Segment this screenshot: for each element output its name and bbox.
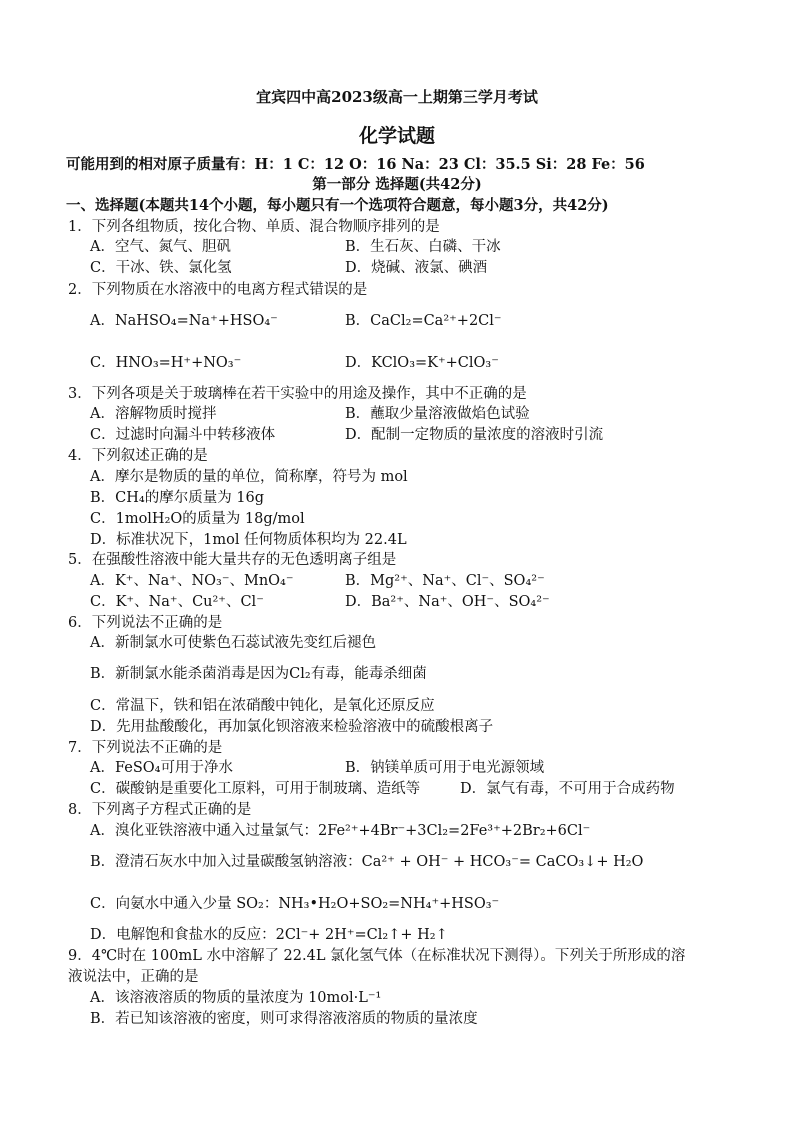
subject-title: 化学试题 bbox=[358, 125, 435, 147]
option-b: B．CH₄的摩尔质量为 16g bbox=[90, 490, 265, 506]
section-heading: 一、选择题(本题共14个小题，每小题只有一个选项符合题意，每小题3分，共42分) bbox=[66, 197, 609, 214]
option-d: D．氯气有毒，不可用于合成药物 bbox=[460, 781, 675, 797]
option-b: B．蘸取少量溶液做焰色试验 bbox=[345, 406, 530, 422]
question-stem: 8．下列离子方程式正确的是 bbox=[68, 802, 252, 818]
option-a: A．摩尔是物质的量的单位，简称摩，符号为 mol bbox=[90, 469, 408, 485]
question-stem: 4．下列叙述正确的是 bbox=[68, 448, 208, 464]
option-d: D．Ba²⁺、Na⁺、OH⁻、SO₄²⁻ bbox=[345, 594, 550, 610]
option-b: B．澄清石灰水中加入过量碳酸氢钠溶液：Ca²⁺ + OH⁻ + HCO₃⁻= CaCO₃↓+ H₂O bbox=[90, 854, 644, 870]
option-a: A．溴化亚铁溶液中通入过量氯气：2Fe²⁺+4Br⁻+3Cl₂=2Fe³⁺+2Br₂+6Cl⁻ bbox=[90, 823, 591, 839]
option-c: C．HNO₃=H⁺+NO₃⁻ bbox=[90, 355, 242, 371]
option-c: C．碳酸钠是重要化工原料，可用于制玻璃、造纸等 bbox=[90, 781, 421, 797]
option-d: D．标准状况下，1mol 任何物质体积均为 22.4L bbox=[90, 532, 407, 548]
option-d: D．先用盐酸酸化，再加氯化钡溶液来检验溶液中的硫酸根离子 bbox=[90, 719, 494, 735]
option-b: B．生石灰、白磷、干冰 bbox=[345, 239, 501, 255]
option-b: B．CaCl₂=Ca²⁺+2Cl⁻ bbox=[345, 313, 502, 329]
option-b: B．若已知该溶液的密度，则可求得溶液溶质的物质的量浓度 bbox=[90, 1011, 478, 1027]
question-stem: 2．下列物质在水溶液中的电离方程式错误的是 bbox=[68, 282, 368, 298]
atomic-mass-note: 可能用到的相对原子质量有：H：1 C：12 O：16 Na：23 Cl：35.5 Si：28 Fe：56 bbox=[66, 156, 645, 173]
exam-title: 宜宾四中高2023级高一上期第三学月考试 bbox=[256, 88, 538, 106]
question-stem: 7．下列说法不正确的是 bbox=[68, 740, 223, 756]
option-b: B．钠镁单质可用于电光源领域 bbox=[345, 760, 545, 776]
option-c: C．常温下，铁和铝在浓硝酸中钝化，是氧化还原反应 bbox=[90, 698, 435, 714]
question-stem: 5．在强酸性溶液中能大量共存的无色透明离子组是 bbox=[68, 552, 397, 568]
question-stem-continued: 液说法中，正确的是 bbox=[68, 969, 199, 985]
option-d: D．烧碱、液氯、碘酒 bbox=[345, 260, 488, 276]
option-b: B．新制氯水能杀菌消毒是因为Cl₂有毒，能毒杀细菌 bbox=[90, 666, 427, 682]
option-a: A．新制氯水可使紫色石蕊试液先变红后褪色 bbox=[90, 635, 376, 651]
option-b: B．Mg²⁺、Na⁺、Cl⁻、SO₄²⁻ bbox=[345, 573, 545, 589]
question-stem: 3．下列各项是关于玻璃棒在若干实验中的用途及操作，其中不正确的是 bbox=[68, 386, 527, 402]
option-a: A．K⁺、Na⁺、NO₃⁻、MnO₄⁻ bbox=[90, 573, 294, 589]
option-d: D．KClO₃=K⁺+ClO₃⁻ bbox=[345, 355, 499, 371]
question-stem: 9．4℃时在 100mL 水中溶解了 22.4L 氯化氢气体（在标准状况下测得）。下列关于所形成的溶 bbox=[68, 948, 686, 964]
option-a: A．NaHSO₄=Na⁺+HSO₄⁻ bbox=[90, 313, 278, 329]
option-c: C．1molH₂O的质量为 18g/mol bbox=[90, 511, 305, 527]
option-a: A．FeSO₄可用于净水 bbox=[90, 760, 233, 776]
option-c: C．向氨水中通入少量 SO₂：NH₃•H₂O+SO₂=NH₄⁺+HSO₃⁻ bbox=[90, 896, 500, 912]
option-d: D．配制一定物质的量浓度的溶液时引流 bbox=[345, 427, 604, 443]
option-c: C．过滤时向漏斗中转移液体 bbox=[90, 427, 276, 443]
option-c: C．干冰、铁、氯化氢 bbox=[90, 260, 232, 276]
option-a: A．该溶液溶质的物质的量浓度为 10mol·L⁻¹ bbox=[90, 990, 382, 1006]
question-stem: 1．下列各组物质，按化合物、单质、混合物顺序排列的是 bbox=[68, 219, 440, 235]
part-heading: 第一部分 选择题(共42分) bbox=[312, 176, 482, 193]
option-a: A．空气、氮气、胆矾 bbox=[90, 239, 231, 255]
option-a: A．溶解物质时搅拌 bbox=[90, 406, 217, 422]
question-stem: 6．下列说法不正确的是 bbox=[68, 615, 223, 631]
option-d: D．电解饱和食盐水的反应：2Cl⁻+ 2H⁺=Cl₂↑+ H₂↑ bbox=[90, 927, 448, 943]
option-c: C．K⁺、Na⁺、Cu²⁺、Cl⁻ bbox=[90, 594, 264, 610]
